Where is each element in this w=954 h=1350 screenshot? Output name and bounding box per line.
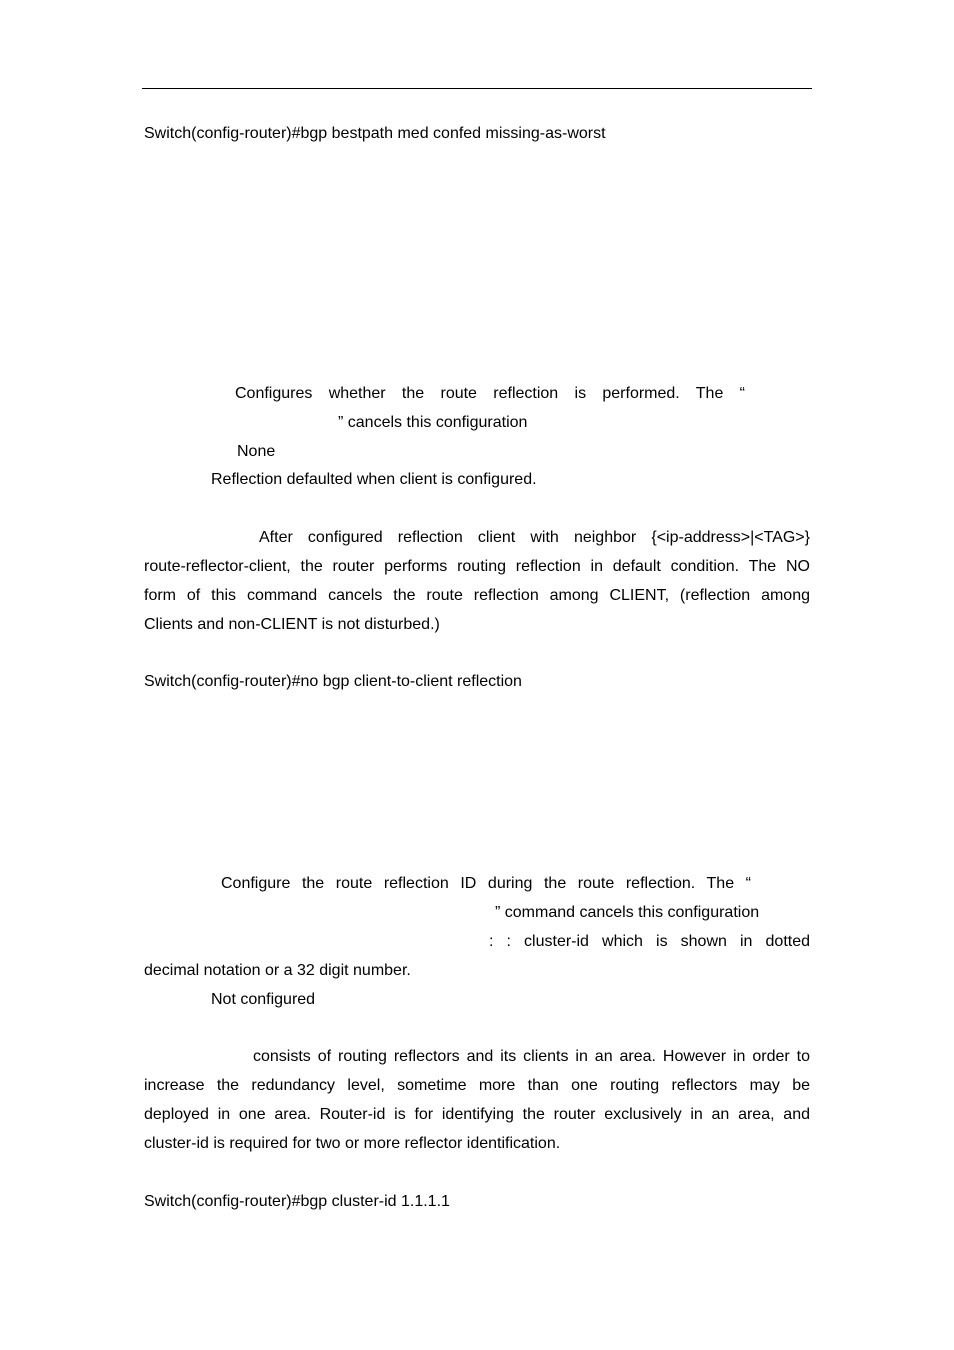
cluster-usage-line-2: increase the redundancy level, sometime more than one routing reflectors may be — [144, 1077, 810, 1094]
header-rule — [142, 88, 812, 89]
c2c-function-line-1: Configures whether the route reflection is performed. The “ — [235, 385, 745, 402]
cluster-example-command: Switch(config-router)#bgp cluster-id 1.1.1.1 — [144, 1193, 450, 1210]
c2c-default: Reflection defaulted when client is configured. — [211, 471, 537, 488]
c2c-usage-line-3: form of this command cancels the route reflection among CLIENT, (reflection among — [144, 587, 810, 604]
c2c-example-command: Switch(config-router)#no bgp client-to-client reflection — [144, 673, 522, 690]
cluster-parameter-line-1: : : cluster-id which is shown in dotted — [489, 933, 810, 950]
cluster-usage-line-4: cluster-id is required for two or more reflector identification. — [144, 1135, 561, 1152]
example-bestpath-command: Switch(config-router)#bgp bestpath med confed missing-as-worst — [144, 125, 606, 142]
cluster-parameter-line-2: decimal notation or a 32 digit number. — [144, 962, 411, 979]
cluster-function-line-1: Configure the route reflection ID during the route reflection. The “ — [221, 875, 751, 892]
c2c-usage-line-4: Clients and non-CLIENT is not disturbed.) — [144, 616, 440, 633]
cluster-usage-line-1: consists of routing reflectors and its clients in an area. However in order to — [253, 1048, 810, 1065]
c2c-function-line-2: ” cancels this configuration — [338, 414, 528, 431]
cluster-function-line-2: ” command cancels this configuration — [495, 904, 760, 921]
c2c-parameter: None — [237, 443, 276, 460]
cluster-default: Not configured — [211, 991, 316, 1008]
c2c-usage-line-1: After configured reflection client with neighbor {<ip-address>|<TAG>} — [259, 529, 810, 546]
c2c-usage-line-2: route-reflector-client, the router performs routing reflection in default condition. The NO — [144, 558, 810, 575]
cluster-usage-line-3: deployed in one area. Router-id is for identifying the router exclusively in an area, and — [144, 1106, 810, 1123]
